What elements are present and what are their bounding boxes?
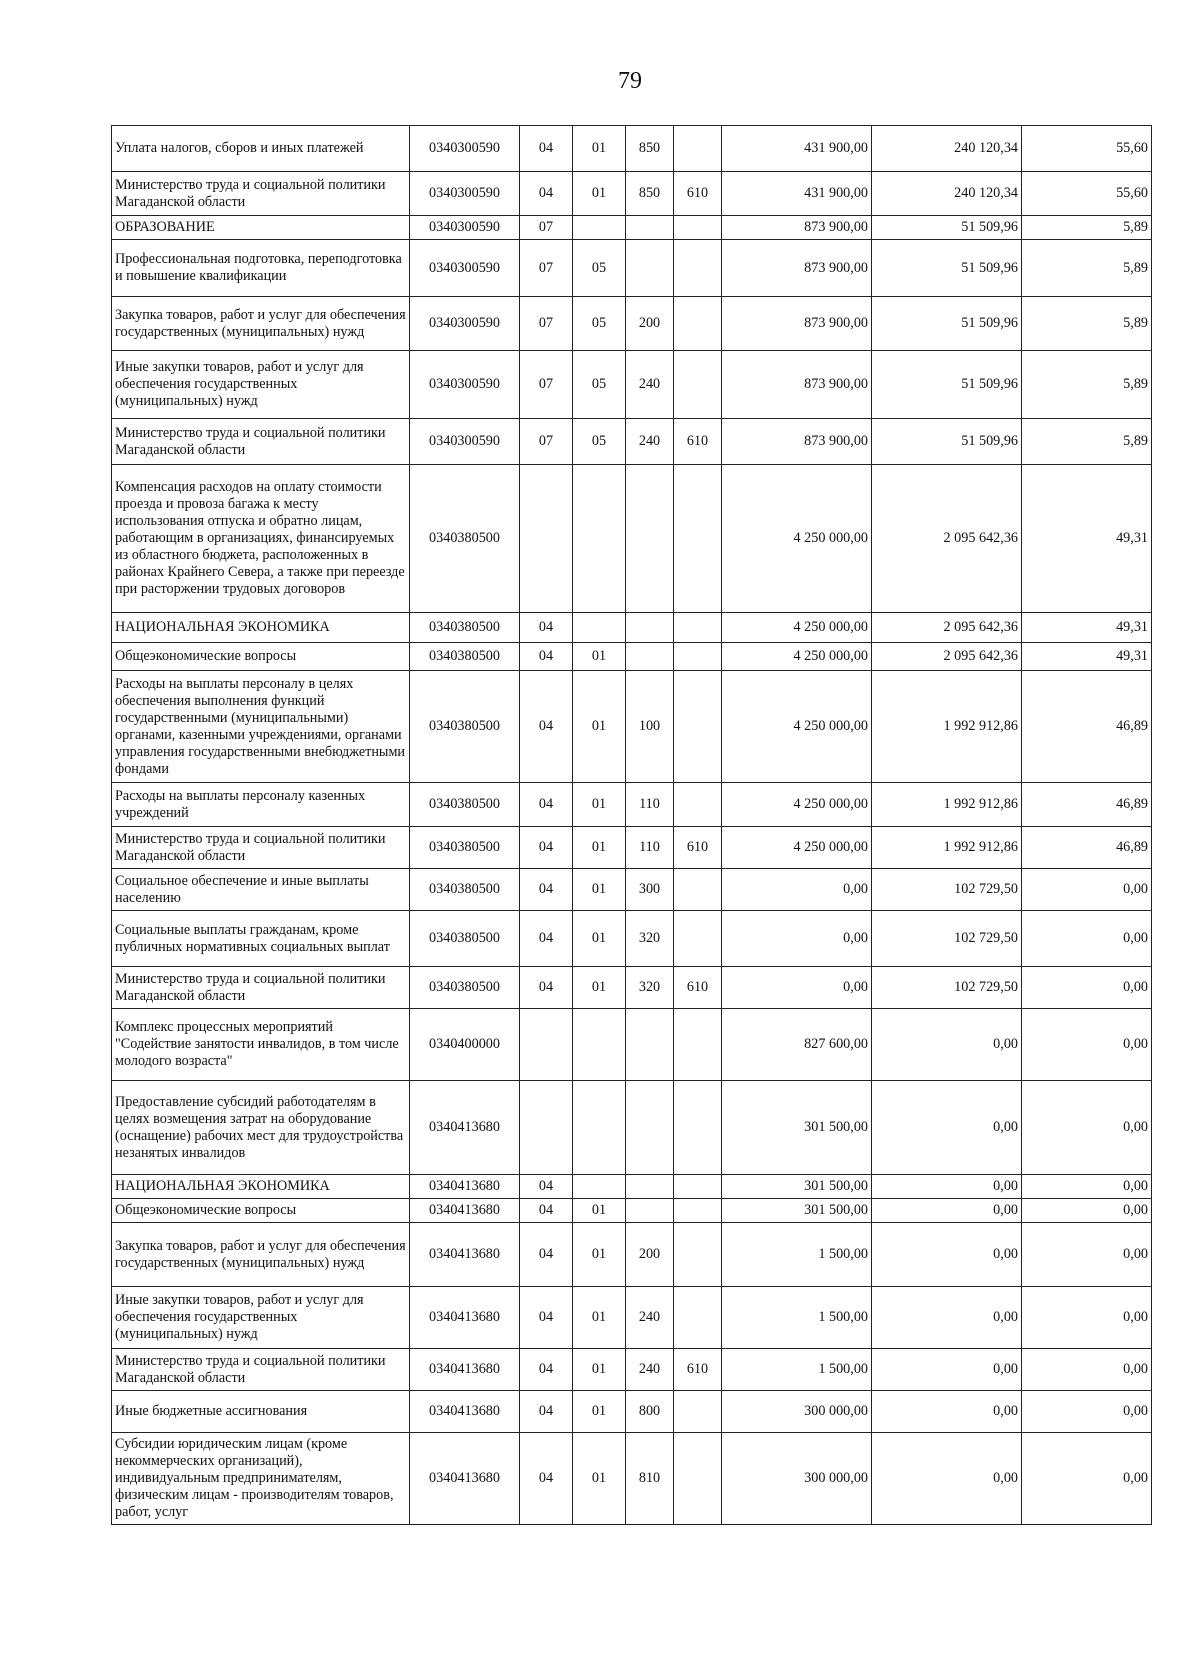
planned-amount: 4 250 000,00 bbox=[722, 827, 872, 869]
planned-amount: 1 500,00 bbox=[722, 1287, 872, 1349]
row-name: Общеэкономические вопросы bbox=[112, 1199, 410, 1223]
target-code: 0340413680 bbox=[410, 1175, 520, 1199]
planned-amount: 1 500,00 bbox=[722, 1349, 872, 1391]
subsection-code: 05 bbox=[573, 240, 626, 297]
section-code: 04 bbox=[520, 783, 573, 827]
administrator-code bbox=[674, 1433, 722, 1525]
administrator-code bbox=[674, 643, 722, 671]
subsection-code: 01 bbox=[573, 126, 626, 172]
subsection-code: 01 bbox=[573, 172, 626, 216]
expense-type-code bbox=[626, 1199, 674, 1223]
section-code: 04 bbox=[520, 1349, 573, 1391]
actual-amount: 51 509,96 bbox=[872, 216, 1022, 240]
subsection-code: 01 bbox=[573, 783, 626, 827]
administrator-code bbox=[674, 1287, 722, 1349]
page-number: 79 bbox=[618, 68, 642, 94]
administrator-code bbox=[674, 1199, 722, 1223]
planned-amount: 0,00 bbox=[722, 869, 872, 911]
execution-percent: 55,60 bbox=[1022, 172, 1152, 216]
administrator-code bbox=[674, 613, 722, 643]
section-code: 04 bbox=[520, 1223, 573, 1287]
target-code: 0340413680 bbox=[410, 1223, 520, 1287]
target-code: 0340413680 bbox=[410, 1349, 520, 1391]
subsection-code: 01 bbox=[573, 1433, 626, 1525]
actual-amount: 0,00 bbox=[872, 1433, 1022, 1525]
execution-percent: 5,89 bbox=[1022, 419, 1152, 465]
section-code: 04 bbox=[520, 1175, 573, 1199]
actual-amount: 0,00 bbox=[872, 1175, 1022, 1199]
actual-amount: 1 992 912,86 bbox=[872, 783, 1022, 827]
execution-percent: 5,89 bbox=[1022, 216, 1152, 240]
subsection-code bbox=[573, 613, 626, 643]
target-code: 0340380500 bbox=[410, 465, 520, 613]
expense-type-code: 850 bbox=[626, 172, 674, 216]
row-name: Социальное обеспечение и иные выплаты населению bbox=[112, 869, 410, 911]
administrator-code bbox=[674, 1175, 722, 1199]
actual-amount: 51 509,96 bbox=[872, 419, 1022, 465]
actual-amount: 2 095 642,36 bbox=[872, 643, 1022, 671]
subsection-code bbox=[573, 465, 626, 613]
expense-type-code: 320 bbox=[626, 967, 674, 1009]
administrator-code bbox=[674, 216, 722, 240]
execution-percent: 0,00 bbox=[1022, 1349, 1152, 1391]
target-code: 0340413680 bbox=[410, 1433, 520, 1525]
row-name: Комплекс процессных мероприятий "Содействие занятости инвалидов, в том числе молодого возраста" bbox=[112, 1009, 410, 1081]
subsection-code: 01 bbox=[573, 671, 626, 783]
planned-amount: 4 250 000,00 bbox=[722, 643, 872, 671]
subsection-code: 01 bbox=[573, 1391, 626, 1433]
actual-amount: 0,00 bbox=[872, 1391, 1022, 1433]
planned-amount: 300 000,00 bbox=[722, 1391, 872, 1433]
administrator-code bbox=[674, 126, 722, 172]
administrator-code bbox=[674, 1391, 722, 1433]
planned-amount: 873 900,00 bbox=[722, 419, 872, 465]
section-code: 04 bbox=[520, 126, 573, 172]
subsection-code: 05 bbox=[573, 351, 626, 419]
administrator-code bbox=[674, 297, 722, 351]
execution-percent: 49,31 bbox=[1022, 465, 1152, 613]
table-row bbox=[112, 1223, 1152, 1287]
expense-type-code: 810 bbox=[626, 1433, 674, 1525]
execution-percent: 0,00 bbox=[1022, 1391, 1152, 1433]
budget-table bbox=[111, 125, 1152, 1525]
section-code: 07 bbox=[520, 216, 573, 240]
expense-type-code: 240 bbox=[626, 419, 674, 465]
actual-amount: 1 992 912,86 bbox=[872, 827, 1022, 869]
section-code: 04 bbox=[520, 1199, 573, 1223]
table-row bbox=[112, 671, 1152, 783]
row-name: Субсидии юридическим лицам (кроме некоммерческих организаций), индивидуальным предпринимателям, физическим лицам - производителям товаров, работ, услуг bbox=[112, 1433, 410, 1525]
table-row bbox=[112, 1199, 1152, 1223]
row-name: Общеэкономические вопросы bbox=[112, 643, 410, 671]
target-code: 0340380500 bbox=[410, 643, 520, 671]
execution-percent: 46,89 bbox=[1022, 783, 1152, 827]
planned-amount: 301 500,00 bbox=[722, 1081, 872, 1175]
table-row bbox=[112, 1009, 1152, 1081]
actual-amount: 102 729,50 bbox=[872, 869, 1022, 911]
row-name: НАЦИОНАЛЬНАЯ ЭКОНОМИКА bbox=[112, 613, 410, 643]
section-code: 04 bbox=[520, 827, 573, 869]
execution-percent: 49,31 bbox=[1022, 613, 1152, 643]
target-code: 0340380500 bbox=[410, 783, 520, 827]
planned-amount: 431 900,00 bbox=[722, 172, 872, 216]
subsection-code: 01 bbox=[573, 1287, 626, 1349]
execution-percent: 0,00 bbox=[1022, 869, 1152, 911]
table-row bbox=[112, 216, 1152, 240]
section-code: 04 bbox=[520, 1433, 573, 1525]
planned-amount: 300 000,00 bbox=[722, 1433, 872, 1525]
execution-percent: 0,00 bbox=[1022, 1223, 1152, 1287]
actual-amount: 0,00 bbox=[872, 1287, 1022, 1349]
expense-type-code: 110 bbox=[626, 783, 674, 827]
actual-amount: 51 509,96 bbox=[872, 351, 1022, 419]
planned-amount: 0,00 bbox=[722, 967, 872, 1009]
row-name: ОБРАЗОВАНИЕ bbox=[112, 216, 410, 240]
expense-type-code: 240 bbox=[626, 1349, 674, 1391]
table-row bbox=[112, 1391, 1152, 1433]
section-code: 04 bbox=[520, 1287, 573, 1349]
planned-amount: 873 900,00 bbox=[722, 351, 872, 419]
execution-percent: 5,89 bbox=[1022, 297, 1152, 351]
actual-amount: 102 729,50 bbox=[872, 911, 1022, 967]
administrator-code bbox=[674, 1009, 722, 1081]
row-name: Закупка товаров, работ и услуг для обеспечения государственных (муниципальных) нужд bbox=[112, 297, 410, 351]
expense-type-code: 300 bbox=[626, 869, 674, 911]
planned-amount: 1 500,00 bbox=[722, 1223, 872, 1287]
planned-amount: 431 900,00 bbox=[722, 126, 872, 172]
target-code: 0340413680 bbox=[410, 1287, 520, 1349]
administrator-code bbox=[674, 465, 722, 613]
target-code: 0340413680 bbox=[410, 1391, 520, 1433]
row-name: Иные закупки товаров, работ и услуг для обеспечения государственных (муниципальных) нужд bbox=[112, 1287, 410, 1349]
target-code: 0340380500 bbox=[410, 911, 520, 967]
target-code: 0340413680 bbox=[410, 1081, 520, 1175]
actual-amount: 2 095 642,36 bbox=[872, 465, 1022, 613]
subsection-code: 01 bbox=[573, 1349, 626, 1391]
subsection-code: 01 bbox=[573, 911, 626, 967]
row-name: Социальные выплаты гражданам, кроме публичных нормативных социальных выплат bbox=[112, 911, 410, 967]
subsection-code: 01 bbox=[573, 1223, 626, 1287]
execution-percent: 0,00 bbox=[1022, 1199, 1152, 1223]
target-code: 0340300590 bbox=[410, 216, 520, 240]
expense-type-code: 200 bbox=[626, 1223, 674, 1287]
expense-type-code: 240 bbox=[626, 351, 674, 419]
subsection-code: 01 bbox=[573, 827, 626, 869]
row-name: Министерство труда и социальной политики Магаданской области bbox=[112, 419, 410, 465]
subsection-code: 01 bbox=[573, 1199, 626, 1223]
section-code bbox=[520, 465, 573, 613]
planned-amount: 4 250 000,00 bbox=[722, 671, 872, 783]
section-code: 04 bbox=[520, 1391, 573, 1433]
administrator-code: 610 bbox=[674, 827, 722, 869]
row-name: Компенсация расходов на оплату стоимости проезда и провоза багажа к месту использования отпуска и обратно лицам, работающим в организациях, финансируемых из областного бюджета, расположенных в районах Крайнего Севера, а также при переезде при расторжении трудовых договоров bbox=[112, 465, 410, 613]
planned-amount: 4 250 000,00 bbox=[722, 613, 872, 643]
actual-amount: 51 509,96 bbox=[872, 240, 1022, 297]
administrator-code bbox=[674, 911, 722, 967]
table-row bbox=[112, 240, 1152, 297]
subsection-code: 05 bbox=[573, 419, 626, 465]
expense-type-code bbox=[626, 1081, 674, 1175]
table-row bbox=[112, 1081, 1152, 1175]
execution-percent: 0,00 bbox=[1022, 1433, 1152, 1525]
expense-type-code: 100 bbox=[626, 671, 674, 783]
table-row bbox=[112, 911, 1152, 967]
row-name: Профессиональная подготовка, переподготовка и повышение квалификации bbox=[112, 240, 410, 297]
execution-percent: 49,31 bbox=[1022, 643, 1152, 671]
execution-percent: 0,00 bbox=[1022, 911, 1152, 967]
row-name: Уплата налогов, сборов и иных платежей bbox=[112, 126, 410, 172]
expense-type-code: 850 bbox=[626, 126, 674, 172]
target-code: 0340380500 bbox=[410, 869, 520, 911]
target-code: 0340300590 bbox=[410, 297, 520, 351]
subsection-code: 05 bbox=[573, 297, 626, 351]
planned-amount: 873 900,00 bbox=[722, 216, 872, 240]
administrator-code: 610 bbox=[674, 1349, 722, 1391]
actual-amount: 2 095 642,36 bbox=[872, 613, 1022, 643]
target-code: 0340380500 bbox=[410, 967, 520, 1009]
subsection-code: 01 bbox=[573, 967, 626, 1009]
section-code: 04 bbox=[520, 643, 573, 671]
row-name: НАЦИОНАЛЬНАЯ ЭКОНОМИКА bbox=[112, 1175, 410, 1199]
execution-percent: 0,00 bbox=[1022, 1081, 1152, 1175]
section-code bbox=[520, 1009, 573, 1081]
target-code: 0340400000 bbox=[410, 1009, 520, 1081]
execution-percent: 0,00 bbox=[1022, 967, 1152, 1009]
actual-amount: 0,00 bbox=[872, 1349, 1022, 1391]
table-row bbox=[112, 643, 1152, 671]
planned-amount: 4 250 000,00 bbox=[722, 783, 872, 827]
row-name: Министерство труда и социальной политики Магаданской области bbox=[112, 967, 410, 1009]
planned-amount: 873 900,00 bbox=[722, 297, 872, 351]
actual-amount: 0,00 bbox=[872, 1009, 1022, 1081]
execution-percent: 5,89 bbox=[1022, 240, 1152, 297]
execution-percent: 0,00 bbox=[1022, 1287, 1152, 1349]
administrator-code bbox=[674, 1223, 722, 1287]
planned-amount: 4 250 000,00 bbox=[722, 465, 872, 613]
administrator-code bbox=[674, 1081, 722, 1175]
section-code: 07 bbox=[520, 297, 573, 351]
execution-percent: 0,00 bbox=[1022, 1009, 1152, 1081]
row-name: Иные бюджетные ассигнования bbox=[112, 1391, 410, 1433]
execution-percent: 5,89 bbox=[1022, 351, 1152, 419]
row-name: Расходы на выплаты персоналу казенных учреждений bbox=[112, 783, 410, 827]
expense-type-code: 320 bbox=[626, 911, 674, 967]
actual-amount: 1 992 912,86 bbox=[872, 671, 1022, 783]
section-code: 04 bbox=[520, 172, 573, 216]
planned-amount: 873 900,00 bbox=[722, 240, 872, 297]
expense-type-code: 110 bbox=[626, 827, 674, 869]
expense-type-code bbox=[626, 1175, 674, 1199]
row-name: Иные закупки товаров, работ и услуг для обеспечения государственных (муниципальных) нужд bbox=[112, 351, 410, 419]
row-name: Расходы на выплаты персоналу в целях обеспечения выполнения функций государственными (муниципальными) органами, казенными учреждениями, органами управления государственными внебюджетными фондами bbox=[112, 671, 410, 783]
section-code: 04 bbox=[520, 613, 573, 643]
administrator-code bbox=[674, 240, 722, 297]
table-row bbox=[112, 126, 1152, 172]
section-code: 04 bbox=[520, 911, 573, 967]
target-code: 0340380500 bbox=[410, 827, 520, 869]
target-code: 0340300590 bbox=[410, 126, 520, 172]
table-row bbox=[112, 465, 1152, 613]
administrator-code bbox=[674, 869, 722, 911]
table-row bbox=[112, 869, 1152, 911]
target-code: 0340300590 bbox=[410, 240, 520, 297]
section-code: 04 bbox=[520, 967, 573, 1009]
table-row bbox=[112, 967, 1152, 1009]
target-code: 0340300590 bbox=[410, 172, 520, 216]
section-code: 07 bbox=[520, 351, 573, 419]
actual-amount: 0,00 bbox=[872, 1199, 1022, 1223]
administrator-code: 610 bbox=[674, 967, 722, 1009]
actual-amount: 0,00 bbox=[872, 1081, 1022, 1175]
expense-type-code bbox=[626, 240, 674, 297]
row-name: Закупка товаров, работ и услуг для обеспечения государственных (муниципальных) нужд bbox=[112, 1223, 410, 1287]
actual-amount: 0,00 bbox=[872, 1223, 1022, 1287]
execution-percent: 46,89 bbox=[1022, 671, 1152, 783]
administrator-code: 610 bbox=[674, 172, 722, 216]
planned-amount: 301 500,00 bbox=[722, 1199, 872, 1223]
target-code: 0340413680 bbox=[410, 1199, 520, 1223]
planned-amount: 0,00 bbox=[722, 911, 872, 967]
expense-type-code: 200 bbox=[626, 297, 674, 351]
subsection-code: 01 bbox=[573, 643, 626, 671]
table-row bbox=[112, 1349, 1152, 1391]
administrator-code bbox=[674, 351, 722, 419]
execution-percent: 55,60 bbox=[1022, 126, 1152, 172]
expense-type-code bbox=[626, 1009, 674, 1081]
table-row bbox=[112, 297, 1152, 351]
actual-amount: 51 509,96 bbox=[872, 297, 1022, 351]
expense-type-code bbox=[626, 465, 674, 613]
section-code: 04 bbox=[520, 869, 573, 911]
row-name: Министерство труда и социальной политики Магаданской области bbox=[112, 1349, 410, 1391]
target-code: 0340380500 bbox=[410, 671, 520, 783]
subsection-code bbox=[573, 1081, 626, 1175]
actual-amount: 102 729,50 bbox=[872, 967, 1022, 1009]
actual-amount: 240 120,34 bbox=[872, 172, 1022, 216]
expense-type-code bbox=[626, 643, 674, 671]
planned-amount: 301 500,00 bbox=[722, 1175, 872, 1199]
subsection-code bbox=[573, 1009, 626, 1081]
target-code: 0340300590 bbox=[410, 351, 520, 419]
table-row bbox=[112, 613, 1152, 643]
table-row bbox=[112, 172, 1152, 216]
table-row bbox=[112, 419, 1152, 465]
subsection-code bbox=[573, 1175, 626, 1199]
target-code: 0340300590 bbox=[410, 419, 520, 465]
table-row bbox=[112, 783, 1152, 827]
planned-amount: 827 600,00 bbox=[722, 1009, 872, 1081]
expense-type-code bbox=[626, 613, 674, 643]
execution-percent: 0,00 bbox=[1022, 1175, 1152, 1199]
administrator-code bbox=[674, 671, 722, 783]
execution-percent: 46,89 bbox=[1022, 827, 1152, 869]
expense-type-code: 240 bbox=[626, 1287, 674, 1349]
administrator-code: 610 bbox=[674, 419, 722, 465]
table-row bbox=[112, 351, 1152, 419]
section-code: 07 bbox=[520, 240, 573, 297]
table-row bbox=[112, 1287, 1152, 1349]
row-name: Министерство труда и социальной политики Магаданской области bbox=[112, 172, 410, 216]
section-code: 07 bbox=[520, 419, 573, 465]
table-row bbox=[112, 827, 1152, 869]
target-code: 0340380500 bbox=[410, 613, 520, 643]
row-name: Предоставление субсидий работодателям в целях возмещения затрат на оборудование (оснащение) рабочих мест для трудоустройства незанятых инвалидов bbox=[112, 1081, 410, 1175]
actual-amount: 240 120,34 bbox=[872, 126, 1022, 172]
table-row bbox=[112, 1433, 1152, 1525]
section-code: 04 bbox=[520, 671, 573, 783]
expense-type-code: 800 bbox=[626, 1391, 674, 1433]
subsection-code bbox=[573, 216, 626, 240]
section-code bbox=[520, 1081, 573, 1175]
expense-type-code bbox=[626, 216, 674, 240]
subsection-code: 01 bbox=[573, 869, 626, 911]
table-row bbox=[112, 1175, 1152, 1199]
row-name: Министерство труда и социальной политики Магаданской области bbox=[112, 827, 410, 869]
administrator-code bbox=[674, 783, 722, 827]
